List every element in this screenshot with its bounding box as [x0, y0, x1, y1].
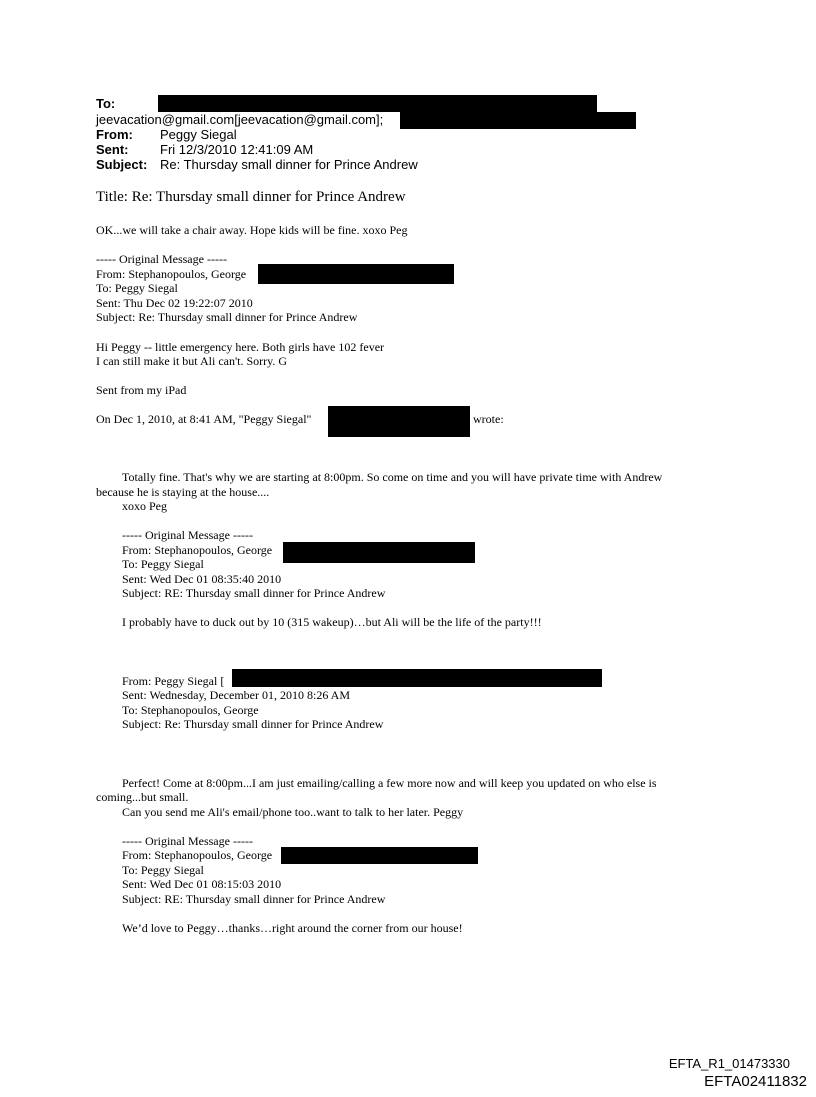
msg-3-line-1: Totally fine. That's why we are starting at 8:00pm. So come on time and you will have private time with Andrew — [122, 470, 663, 484]
msg-3-line-2: because he is staying at the house.... — [96, 485, 270, 499]
orig-3-from: From: Peggy Siegal [ — [122, 674, 225, 688]
bates-stamp-2: EFTA02411832 — [704, 1073, 807, 1090]
msg-2-line-2: I can still make it but Ali can't. Sorry. G — [96, 354, 288, 368]
bates-stamp-1: EFTA_R1_01473330 — [668, 1056, 790, 1071]
redaction-attribution-email — [328, 406, 470, 437]
redaction-orig-2-email — [283, 542, 475, 563]
orig-2-from: From: Stephanopoulos, George — [122, 543, 273, 557]
orig-4-to: To: Peggy Siegal — [122, 863, 204, 877]
msg-6-text: We’d love to Peggy…thanks…right around the corner from our house! — [122, 921, 463, 935]
orig-2-sent: Sent: Wed Dec 01 08:35:40 2010 — [122, 572, 282, 586]
subject-value: Re: Thursday small dinner for Prince Andrew — [160, 157, 418, 172]
msg-4-text: I probably have to duck out by 10 (315 wakeup)…but Ali will be the life of the party!!! — [122, 615, 542, 629]
msg-5-line-3: Can you send me Ali's email/phone too..want to talk to her later. Peggy — [122, 805, 464, 819]
orig-3-to: To: Stephanopoulos, George — [122, 703, 259, 717]
reply-1-text: OK...we will take a chair away. Hope kids will be fine. xoxo Peg — [96, 223, 408, 237]
orig-4-sent: Sent: Wed Dec 01 08:15:03 2010 — [122, 877, 282, 891]
sent-value: Fri 12/3/2010 12:41:09 AM — [160, 142, 314, 157]
orig-2-subject: Subject: RE: Thursday small dinner for Prince Andrew — [122, 586, 386, 600]
from-label: From: — [96, 127, 133, 142]
redaction-to-2 — [400, 112, 636, 129]
from-value: Peggy Siegal — [160, 127, 237, 142]
orig-2-separator: ----- Original Message ----- — [122, 528, 253, 542]
msg-2-line-1: Hi Peggy -- little emergency here. Both girls have 102 fever — [96, 340, 385, 354]
quote-wrote: wrote: — [473, 412, 504, 426]
msg-5-line-1: Perfect! Come at 8:00pm...I am just emailing/calling a few more now and will keep you updated on who else is — [122, 776, 657, 790]
orig-2-to: To: Peggy Siegal — [122, 557, 204, 571]
orig-4-subject: Subject: RE: Thursday small dinner for Prince Andrew — [122, 892, 386, 906]
orig-4-separator: ----- Original Message ----- — [122, 834, 253, 848]
sent-label: Sent: — [96, 142, 129, 157]
redaction-orig-1-email — [258, 264, 454, 284]
sent-from-device: Sent from my iPad — [96, 383, 187, 397]
orig-1-separator: ----- Original Message ----- — [96, 252, 227, 266]
orig-1-to: To: Peggy Siegal — [96, 281, 178, 295]
orig-1-sent: Sent: Thu Dec 02 19:22:07 2010 — [96, 296, 253, 310]
orig-3-subject: Subject: Re: Thursday small dinner for Prince Andrew — [122, 717, 384, 731]
redaction-to — [158, 95, 597, 112]
redaction-orig-4-email — [281, 847, 478, 864]
email-title: Title: Re: Thursday small dinner for Prince Andrew — [96, 189, 406, 205]
msg-3-line-3: xoxo Peg — [122, 499, 167, 513]
msg-5-line-2: coming...but small. — [96, 790, 189, 804]
to-label: To: — [96, 96, 116, 111]
orig-1-subject: Subject: Re: Thursday small dinner for Prince Andrew — [96, 310, 358, 324]
quote-attribution: On Dec 1, 2010, at 8:41 AM, "Peggy Siegal" — [96, 412, 312, 426]
subject-label: Subject: — [96, 157, 148, 172]
redaction-orig-3-email — [232, 669, 602, 687]
orig-4-from: From: Stephanopoulos, George — [122, 848, 273, 862]
to-recipient: jeevacation@gmail.com[jeevacation@gmail.com]; — [96, 112, 384, 127]
orig-1-from: From: Stephanopoulos, George — [96, 267, 247, 281]
orig-3-sent: Sent: Wednesday, December 01, 2010 8:26 AM — [122, 688, 350, 702]
